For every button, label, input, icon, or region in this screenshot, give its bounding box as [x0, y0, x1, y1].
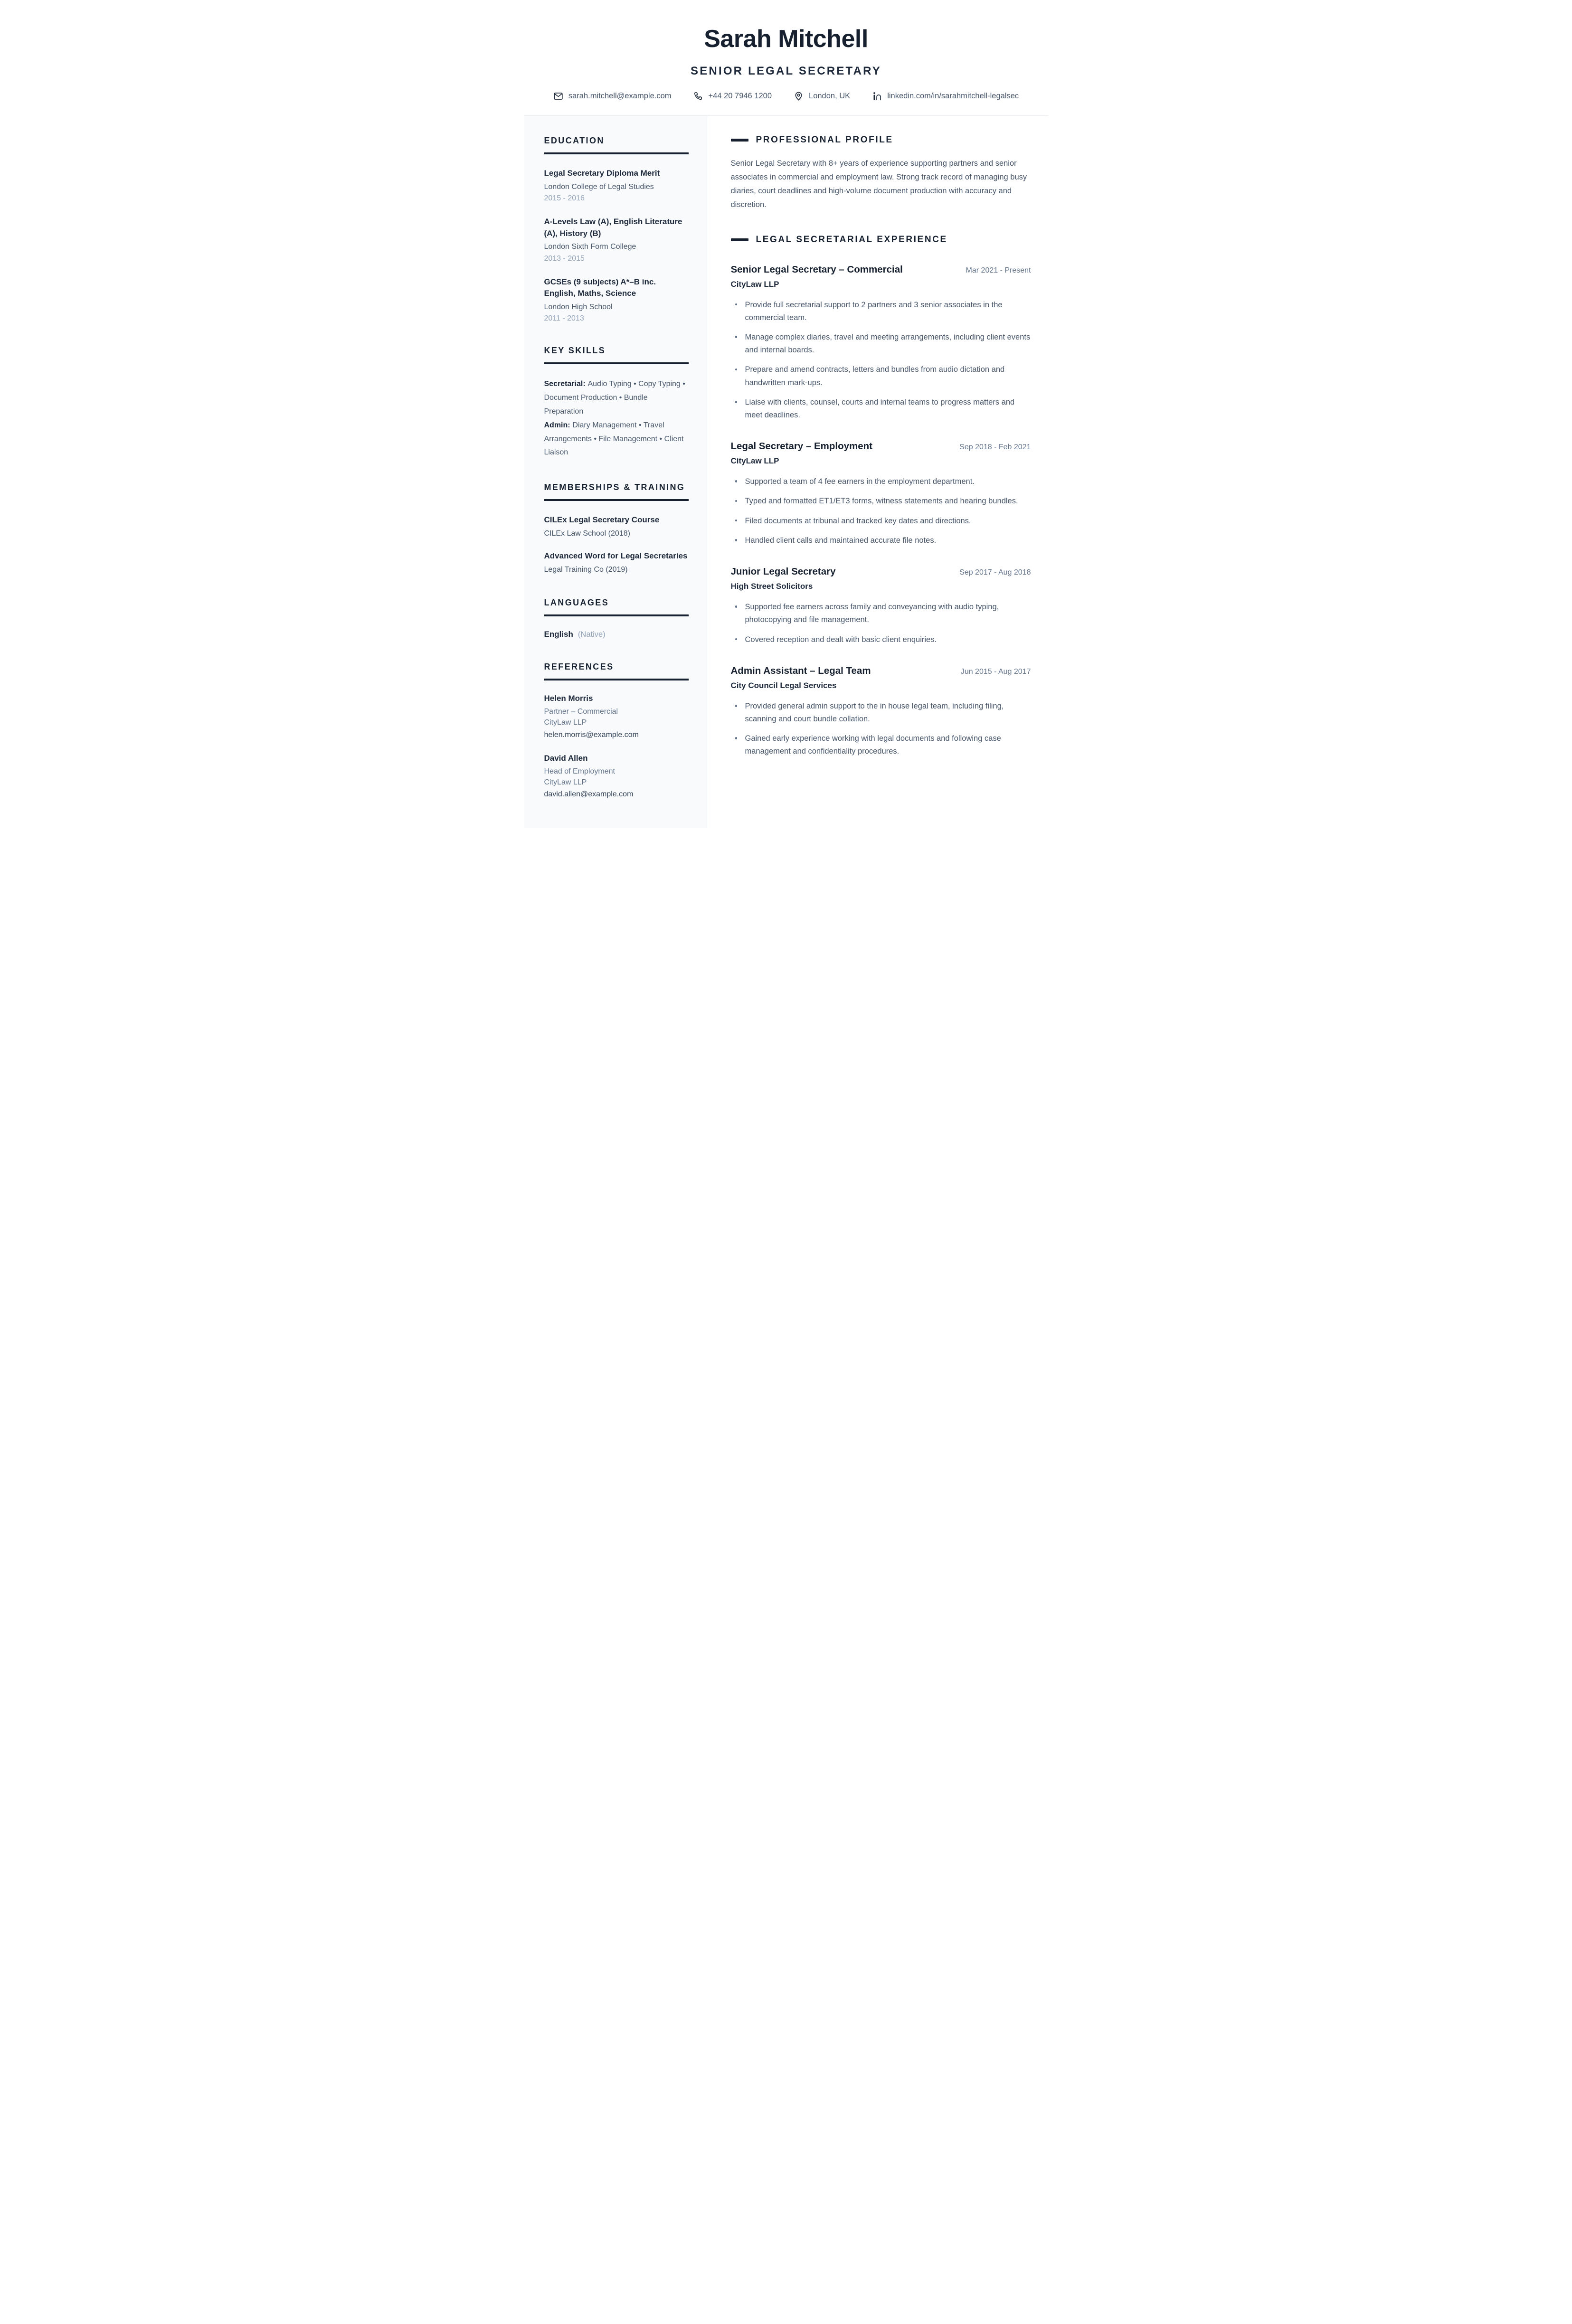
job-header: [731, 665, 1031, 677]
reference-item: [544, 754, 689, 800]
job-bullet: Manage complex diaries, travel and meeting arrangements, including client events and internal boards.: [731, 331, 1031, 357]
job-header: [731, 566, 1031, 577]
contact-item-email[interactable]: [553, 91, 672, 101]
education-degree: GCSEs (9 subjects) A*–B inc. English, Maths, Science: [544, 277, 656, 298]
job-dates: Jun 2015 - Aug 2017: [960, 667, 1031, 676]
job-dates: Sep 2018 - Feb 2021: [959, 443, 1031, 452]
location-pin-icon: [794, 91, 804, 101]
job-bullet: Liaise with clients, counsel, courts and internal teams to progress matters and meet deadlines.: [731, 396, 1031, 422]
main-column: [707, 116, 1048, 828]
job-bullet: Covered reception and dealt with basic client enquiries.: [731, 633, 1031, 646]
job-entry: [731, 665, 1031, 758]
contact-phone-text: +44 20 7946 1200: [708, 92, 772, 100]
language-item: [544, 630, 689, 639]
linkedin-icon: [872, 91, 882, 101]
person-name: Sarah Mitchell: [704, 25, 868, 53]
skills-text: Audio Typing • Copy Typing • Document Production • Bundle Preparation: [544, 380, 685, 416]
job-bullet: Typed and formatted ET1/ET3 forms, witness statements and hearing bundles.: [731, 495, 1031, 508]
reference-name: David Allen: [544, 753, 588, 763]
education-school: London College of Legal Studies: [544, 182, 654, 191]
contact-linkedin-text: linkedin.com/in/sarahmitchell-legalsec: [887, 92, 1019, 100]
reference-email[interactable]: helen.morris@example.com: [544, 730, 639, 739]
job-bullet-list: [731, 475, 1031, 547]
job-dates: Sep 2017 - Aug 2018: [959, 568, 1031, 577]
contact-row: [534, 91, 1039, 101]
job-title: Legal Secretary – Employment: [730, 441, 873, 452]
profile-text: Senior Legal Secretary with 8+ years of experience supporting partners and senior associates in commercial and employment law. Strong track record of managing busy diaries, court deadlines and high-volume document production with accuracy and discretion.: [730, 159, 1027, 209]
job-bullet: Gained early experience working with legal documents and following case management and confidentiality procedures.: [731, 732, 1031, 758]
education-years: 2013 - 2015: [544, 254, 585, 263]
heading-dash-icon: [731, 238, 748, 241]
membership-name: Advanced Word for Legal Secretaries: [544, 551, 688, 561]
job-bullet: Prepare and amend contracts, letters and bundles from audio dictation and handwritten mark-ups.: [731, 363, 1031, 389]
contact-item-location: [794, 91, 850, 101]
job-dates: Mar 2021 - Present: [966, 266, 1031, 274]
skills-label: Admin:: [544, 421, 570, 429]
membership-org: Legal Training Co (2019): [544, 565, 628, 574]
job-bullet: Provide full secretarial support to 2 partners and 3 senior associates in the commercial team.: [731, 299, 1031, 324]
reference-role: Head of Employment: [544, 767, 615, 775]
mail-icon: [553, 91, 563, 101]
job-company: City Council Legal Services: [730, 680, 837, 690]
resume-page: [524, 0, 1048, 828]
reference-email[interactable]: david.allen@example.com: [544, 790, 634, 799]
skills-line-secretarial: [544, 378, 689, 418]
header: [524, 0, 1048, 115]
sidebar: [524, 116, 707, 828]
reference-role: Partner – Commercial: [544, 708, 618, 716]
job-bullet-list: [731, 299, 1031, 422]
membership-item: [544, 550, 689, 575]
job-entry: [731, 566, 1031, 646]
contact-item-linkedin[interactable]: [872, 91, 1019, 101]
job-bullet: Handled client calls and maintained accurate file notes.: [731, 534, 1031, 547]
heading-dash-icon: [731, 139, 748, 142]
job-title: Junior Legal Secretary: [730, 566, 836, 577]
job-bullet: Filed documents at tribunal and tracked key dates and directions.: [731, 515, 1031, 528]
job-header: [731, 264, 1031, 275]
job-company: CityLaw LLP: [730, 279, 779, 289]
contact-item-phone[interactable]: [693, 91, 772, 101]
key-skills-heading: KEY SKILLS: [544, 346, 689, 364]
membership-item: [544, 514, 689, 539]
education-school: London High School: [544, 302, 613, 311]
section-education: [544, 136, 689, 323]
job-bullet-list: [731, 601, 1031, 646]
person-headline: SENIOR LEGAL SECRETARY: [691, 65, 881, 77]
profile-heading-row: [731, 135, 1031, 145]
job-bullet: Supported fee earners across family and conveyancing with audio typing, photocopying and file management.: [731, 601, 1031, 626]
skills-line-admin: [544, 419, 689, 460]
reference-company: CityLaw LLP: [544, 778, 587, 786]
education-degree: A-Levels Law (A), English Literature (A), History (B): [544, 217, 682, 238]
contact-email-text: sarah.mitchell@example.com: [568, 92, 672, 100]
education-item: [544, 276, 689, 323]
education-years: 2015 - 2016: [544, 194, 585, 203]
education-item: [544, 168, 689, 203]
contact-location-text: London, UK: [809, 92, 851, 100]
memberships-heading: MEMBERSHIPS & TRAINING: [544, 482, 689, 501]
education-school: London Sixth Form College: [544, 243, 636, 251]
language-name: English: [544, 630, 573, 639]
language-level: (Native): [578, 630, 606, 639]
reference-company: CityLaw LLP: [544, 718, 587, 727]
job-bullet-list: [731, 700, 1031, 758]
section-experience: [731, 235, 1031, 758]
section-key-skills: [544, 346, 689, 460]
job-title: Senior Legal Secretary – Commercial: [730, 264, 903, 275]
references-heading: REFERENCES: [544, 662, 689, 680]
reference-name: Helen Morris: [544, 694, 593, 703]
section-languages: [544, 598, 689, 639]
job-bullet: Provided general admin support to the in house legal team, including filing, scanning and court bundle collation.: [731, 700, 1031, 726]
job-bullet: Supported a team of 4 fee earners in the employment department.: [731, 475, 1031, 488]
section-memberships: [544, 482, 689, 575]
education-heading: EDUCATION: [544, 136, 689, 154]
profile-heading: PROFESSIONAL PROFILE: [756, 135, 893, 145]
job-title: Admin Assistant – Legal Team: [730, 665, 871, 676]
experience-heading: LEGAL SECRETARIAL EXPERIENCE: [756, 234, 947, 245]
job-entry: [731, 441, 1031, 547]
membership-org: CILEx Law School (2018): [544, 529, 630, 538]
job-company: CityLaw LLP: [730, 456, 779, 466]
section-professional-profile: [731, 135, 1031, 212]
membership-name: CILEx Legal Secretary Course: [544, 515, 660, 525]
education-degree: Legal Secretary Diploma Merit: [544, 169, 660, 178]
section-references: [544, 662, 689, 800]
job-entry: [731, 264, 1031, 422]
experience-heading-row: [731, 235, 1031, 245]
languages-heading: LANGUAGES: [544, 598, 689, 616]
phone-icon: [693, 91, 703, 101]
body-columns: [524, 115, 1048, 828]
job-header: [731, 441, 1031, 452]
job-company: High Street Solicitors: [730, 582, 813, 591]
skills-text: Diary Management • Travel Arrangements • File Management • Client Liaison: [544, 421, 684, 457]
reference-item: [544, 694, 689, 740]
skills-label: Secretarial:: [544, 380, 586, 388]
education-years: 2011 - 2013: [544, 314, 584, 323]
education-item: [544, 216, 689, 263]
